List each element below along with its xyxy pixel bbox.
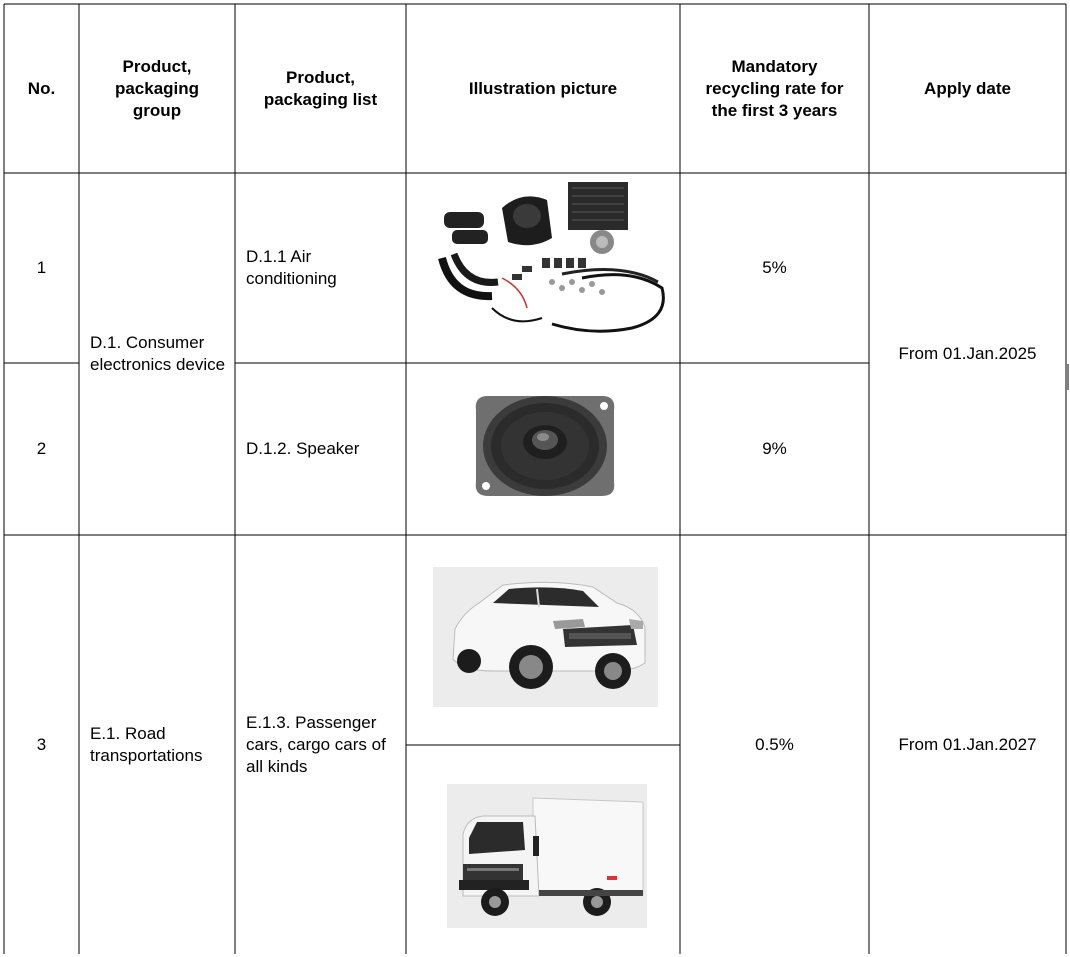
row3-rate xyxy=(680,535,869,955)
header-picture xyxy=(406,4,680,173)
row1-rate xyxy=(680,173,869,363)
group-e1 xyxy=(79,535,235,955)
row2-no-text: 2 xyxy=(36,439,47,458)
group-e1-text: E.1. Road transportations xyxy=(90,724,203,765)
row1-list-text: D.1.1 Air conditioning xyxy=(246,247,337,288)
row2-no xyxy=(4,363,79,535)
header-picture-label: Illustration picture xyxy=(468,78,618,98)
header-list-label: Product, packaging list xyxy=(263,67,378,109)
row3-list xyxy=(235,535,406,955)
header-no-label: No. xyxy=(27,78,56,98)
header-date xyxy=(869,4,1066,173)
row3-no-text: 3 xyxy=(36,735,47,754)
row1-rate-text: 5% xyxy=(762,258,787,277)
header-date-label: Apply date xyxy=(924,78,1011,98)
row2-list-text: D.1.2. Speaker xyxy=(246,439,360,458)
date-e1 xyxy=(869,535,1066,955)
header-list xyxy=(235,4,406,173)
row3-rate-text: 0.5% xyxy=(755,735,794,754)
truck-image xyxy=(447,784,647,928)
row3-no xyxy=(4,535,79,955)
row2-rate-text: 9% xyxy=(762,439,787,458)
header-rate-label: Mandatory recycling rate for the first 3 years xyxy=(705,56,844,120)
date-d1 xyxy=(869,173,1066,535)
header-group xyxy=(79,4,235,173)
group-d1-text: D.1. Consumer electronics device xyxy=(90,333,226,374)
row3-list-text: E.1.3. Passenger cars, cargo cars of all kinds xyxy=(246,713,386,776)
date-d1-text: From 01.Jan.2025 xyxy=(898,344,1037,363)
row1-list xyxy=(235,173,406,363)
header-rate xyxy=(680,4,869,173)
group-d1 xyxy=(79,173,235,535)
header-no xyxy=(4,4,79,173)
speaker-image xyxy=(466,390,624,502)
row1-no-text: 1 xyxy=(36,258,47,277)
air-conditioning-image xyxy=(432,178,672,340)
row2-list xyxy=(235,363,406,535)
row2-rate xyxy=(680,363,869,535)
suv-image xyxy=(433,567,658,707)
row1-no xyxy=(4,173,79,363)
date-e1-text: From 01.Jan.2027 xyxy=(898,735,1037,754)
header-group-label: Product, packaging group xyxy=(114,56,200,120)
